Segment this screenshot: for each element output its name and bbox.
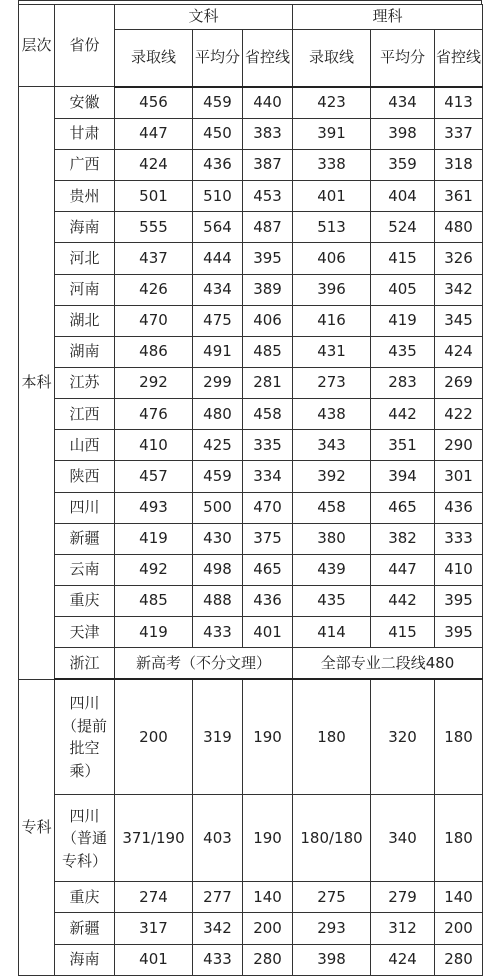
arts-provincial-line-cell: 406 — [243, 305, 293, 336]
arts-average-cell: 425 — [193, 430, 243, 461]
arts-provincial-line-cell: 465 — [243, 554, 293, 585]
science-admission-line-cell: 431 — [293, 336, 371, 367]
arts-admission-line-cell: 200 — [115, 679, 193, 794]
science-provincial-line-cell: 269 — [435, 367, 483, 398]
arts-provincial-line-cell: 140 — [243, 882, 293, 913]
province-cell: 重庆 — [55, 585, 115, 616]
zhejiang-arts-note: 新高考（不分文理） — [115, 648, 293, 680]
science-provincial-line-cell: 436 — [435, 492, 483, 523]
table-row — [19, 305, 483, 336]
science-admission-line-cell: 398 — [293, 944, 371, 975]
science-provincial-line-cell: 140 — [435, 882, 483, 913]
province-cell: 湖北 — [55, 305, 115, 336]
header-arts-admission-line: 录取线 — [115, 29, 193, 86]
table-row — [19, 523, 483, 554]
arts-average-cell: 564 — [193, 212, 243, 243]
arts-provincial-line-cell: 387 — [243, 149, 293, 180]
header-science-average: 平均分 — [371, 29, 435, 86]
table-row — [19, 274, 483, 305]
table-row — [19, 461, 483, 492]
science-average-cell: 283 — [371, 367, 435, 398]
arts-average-cell: 459 — [193, 461, 243, 492]
province-cell: 河南 — [55, 274, 115, 305]
science-admission-line-cell: 416 — [293, 305, 371, 336]
arts-average-cell: 444 — [193, 243, 243, 274]
arts-provincial-line-cell: 487 — [243, 212, 293, 243]
header-row-top — [19, 5, 483, 30]
science-provincial-line-cell: 337 — [435, 118, 483, 149]
science-provincial-line-cell: 318 — [435, 149, 483, 180]
science-provincial-line-cell: 361 — [435, 181, 483, 212]
arts-provincial-line-cell: 458 — [243, 399, 293, 430]
province-cell: 广西 — [55, 149, 115, 180]
arts-admission-line-cell: 292 — [115, 367, 193, 398]
science-average-cell: 419 — [371, 305, 435, 336]
science-provincial-line-cell: 333 — [435, 523, 483, 554]
table-row — [19, 944, 483, 975]
science-admission-line-cell: 414 — [293, 617, 371, 648]
arts-provincial-line-cell: 281 — [243, 367, 293, 398]
level-undergrad: 本科 — [19, 87, 55, 680]
science-average-cell: 447 — [371, 554, 435, 585]
science-average-cell: 415 — [371, 617, 435, 648]
header-province: 省份 — [55, 5, 115, 87]
arts-admission-line-cell: 401 — [115, 944, 193, 975]
header-science-provincial-line: 省控线 — [435, 29, 483, 86]
arts-admission-line-cell: 419 — [115, 617, 193, 648]
province-cell: 河北 — [55, 243, 115, 274]
science-admission-line-cell: 401 — [293, 181, 371, 212]
arts-average-cell: 488 — [193, 585, 243, 616]
science-provincial-line-cell: 395 — [435, 585, 483, 616]
province-cell: 安徽 — [55, 87, 115, 119]
arts-admission-line-cell: 424 — [115, 149, 193, 180]
science-admission-line-cell: 438 — [293, 399, 371, 430]
header-arts-average: 平均分 — [193, 29, 243, 86]
science-provincial-line-cell: 301 — [435, 461, 483, 492]
science-admission-line-cell: 396 — [293, 274, 371, 305]
province-cell: 新疆 — [55, 523, 115, 554]
table-row — [19, 118, 483, 149]
arts-provincial-line-cell: 375 — [243, 523, 293, 554]
arts-admission-line-cell: 410 — [115, 430, 193, 461]
science-average-cell: 435 — [371, 336, 435, 367]
arts-average-cell: 459 — [193, 87, 243, 119]
science-average-cell: 434 — [371, 87, 435, 119]
science-admission-line-cell: 513 — [293, 212, 371, 243]
arts-admission-line-cell: 426 — [115, 274, 193, 305]
science-average-cell: 442 — [371, 399, 435, 430]
table-row — [19, 492, 483, 523]
science-admission-line-cell: 435 — [293, 585, 371, 616]
table-row — [19, 430, 483, 461]
science-admission-line-cell: 392 — [293, 461, 371, 492]
science-admission-line-cell: 391 — [293, 118, 371, 149]
header-science: 理科 — [293, 5, 483, 30]
province-cell: 新疆 — [55, 913, 115, 944]
arts-average-cell: 450 — [193, 118, 243, 149]
table-row — [19, 367, 483, 398]
science-average-cell: 279 — [371, 882, 435, 913]
table-row — [19, 181, 483, 212]
science-admission-line-cell: 273 — [293, 367, 371, 398]
header-science-admission-line: 录取线 — [293, 29, 371, 86]
arts-average-cell: 480 — [193, 399, 243, 430]
table-row — [19, 399, 483, 430]
arts-provincial-line-cell: 200 — [243, 913, 293, 944]
arts-average-cell: 491 — [193, 336, 243, 367]
arts-admission-line-cell: 419 — [115, 523, 193, 554]
arts-average-cell: 342 — [193, 913, 243, 944]
province-cell: 海南 — [55, 212, 115, 243]
arts-admission-line-cell: 456 — [115, 87, 193, 119]
arts-average-cell: 299 — [193, 367, 243, 398]
arts-average-cell: 277 — [193, 882, 243, 913]
arts-average-cell: 434 — [193, 274, 243, 305]
province-cell: 浙江 — [55, 648, 115, 680]
science-provincial-line-cell: 342 — [435, 274, 483, 305]
header-arts-provincial-line: 省控线 — [243, 29, 293, 86]
science-average-cell: 359 — [371, 149, 435, 180]
science-admission-line-cell: 423 — [293, 87, 371, 119]
table-row — [19, 617, 483, 648]
arts-provincial-line-cell: 383 — [243, 118, 293, 149]
science-admission-line-cell: 458 — [293, 492, 371, 523]
science-admission-line-cell: 293 — [293, 913, 371, 944]
arts-average-cell: 498 — [193, 554, 243, 585]
arts-admission-line-cell: 274 — [115, 882, 193, 913]
science-average-cell: 394 — [371, 461, 435, 492]
province-cell: 重庆 — [55, 882, 115, 913]
arts-average-cell: 510 — [193, 181, 243, 212]
science-average-cell: 442 — [371, 585, 435, 616]
table-row — [19, 679, 483, 794]
table-row — [19, 913, 483, 944]
arts-provincial-line-cell: 485 — [243, 336, 293, 367]
arts-average-cell: 436 — [193, 149, 243, 180]
table-row — [19, 795, 483, 882]
science-average-cell: 424 — [371, 944, 435, 975]
table-row — [19, 243, 483, 274]
arts-admission-line-cell: 501 — [115, 181, 193, 212]
table-row — [19, 554, 483, 585]
table-row — [19, 585, 483, 616]
arts-provincial-line-cell: 470 — [243, 492, 293, 523]
arts-average-cell: 403 — [193, 795, 243, 882]
arts-provincial-line-cell: 453 — [243, 181, 293, 212]
table-row-zhejiang — [19, 648, 483, 680]
science-average-cell: 320 — [371, 679, 435, 794]
arts-admission-line-cell: 457 — [115, 461, 193, 492]
science-average-cell: 382 — [371, 523, 435, 554]
science-provincial-line-cell: 180 — [435, 679, 483, 794]
science-average-cell: 465 — [371, 492, 435, 523]
table-row — [19, 882, 483, 913]
province-cell: 甘肃 — [55, 118, 115, 149]
science-average-cell: 524 — [371, 212, 435, 243]
arts-admission-line-cell: 371/190 — [115, 795, 193, 882]
province-cell: 江西 — [55, 399, 115, 430]
arts-provincial-line-cell: 440 — [243, 87, 293, 119]
table-row — [19, 212, 483, 243]
science-admission-line-cell: 180 — [293, 679, 371, 794]
province-cell: 云南 — [55, 554, 115, 585]
science-admission-line-cell: 180/180 — [293, 795, 371, 882]
science-provincial-line-cell: 280 — [435, 944, 483, 975]
science-admission-line-cell: 380 — [293, 523, 371, 554]
level-junior: 专科 — [19, 679, 55, 975]
arts-provincial-line-cell: 190 — [243, 795, 293, 882]
science-average-cell: 398 — [371, 118, 435, 149]
science-provincial-line-cell: 424 — [435, 336, 483, 367]
science-average-cell: 340 — [371, 795, 435, 882]
science-provincial-line-cell: 200 — [435, 913, 483, 944]
arts-admission-line-cell: 485 — [115, 585, 193, 616]
province-cell: 山西 — [55, 430, 115, 461]
arts-provincial-line-cell: 436 — [243, 585, 293, 616]
arts-admission-line-cell: 437 — [115, 243, 193, 274]
arts-admission-line-cell: 555 — [115, 212, 193, 243]
science-admission-line-cell: 275 — [293, 882, 371, 913]
arts-admission-line-cell: 317 — [115, 913, 193, 944]
arts-provincial-line-cell: 190 — [243, 679, 293, 794]
table-body — [19, 5, 483, 976]
province-cell: 海南 — [55, 944, 115, 975]
table-row — [19, 336, 483, 367]
header-arts: 文科 — [115, 5, 293, 30]
arts-admission-line-cell: 486 — [115, 336, 193, 367]
science-provincial-line-cell: 422 — [435, 399, 483, 430]
science-average-cell: 404 — [371, 181, 435, 212]
province-cell: 贵州 — [55, 181, 115, 212]
science-admission-line-cell: 406 — [293, 243, 371, 274]
science-admission-line-cell: 338 — [293, 149, 371, 180]
science-provincial-line-cell: 410 — [435, 554, 483, 585]
arts-average-cell: 319 — [193, 679, 243, 794]
arts-average-cell: 430 — [193, 523, 243, 554]
arts-admission-line-cell: 493 — [115, 492, 193, 523]
arts-average-cell: 433 — [193, 617, 243, 648]
arts-admission-line-cell: 447 — [115, 118, 193, 149]
table-row — [19, 149, 483, 180]
province-cell: 天津 — [55, 617, 115, 648]
science-provincial-line-cell: 290 — [435, 430, 483, 461]
science-provincial-line-cell: 395 — [435, 617, 483, 648]
score-table-container — [18, 4, 482, 976]
arts-average-cell: 433 — [193, 944, 243, 975]
science-average-cell: 415 — [371, 243, 435, 274]
arts-average-cell: 475 — [193, 305, 243, 336]
arts-admission-line-cell: 470 — [115, 305, 193, 336]
province-cell: 四川（普通专科） — [55, 795, 115, 882]
province-cell: 陕西 — [55, 461, 115, 492]
zhejiang-science-note: 全部专业二段线480 — [293, 648, 483, 680]
province-cell: 四川 — [55, 492, 115, 523]
arts-provincial-line-cell: 280 — [243, 944, 293, 975]
science-provincial-line-cell: 326 — [435, 243, 483, 274]
arts-provincial-line-cell: 334 — [243, 461, 293, 492]
science-admission-line-cell: 439 — [293, 554, 371, 585]
science-provincial-line-cell: 413 — [435, 87, 483, 119]
arts-provincial-line-cell: 335 — [243, 430, 293, 461]
province-cell: 湖南 — [55, 336, 115, 367]
admission-score-table — [18, 4, 483, 976]
science-provincial-line-cell: 180 — [435, 795, 483, 882]
science-average-cell: 351 — [371, 430, 435, 461]
province-cell: 四川（提前批空乘） — [55, 679, 115, 794]
science-provincial-line-cell: 480 — [435, 212, 483, 243]
science-average-cell: 312 — [371, 913, 435, 944]
arts-admission-line-cell: 492 — [115, 554, 193, 585]
science-admission-line-cell: 343 — [293, 430, 371, 461]
table-row — [19, 87, 483, 119]
arts-admission-line-cell: 476 — [115, 399, 193, 430]
header-level: 层次 — [19, 5, 55, 87]
arts-provincial-line-cell: 395 — [243, 243, 293, 274]
arts-provincial-line-cell: 389 — [243, 274, 293, 305]
arts-provincial-line-cell: 401 — [243, 617, 293, 648]
arts-average-cell: 500 — [193, 492, 243, 523]
science-provincial-line-cell: 345 — [435, 305, 483, 336]
science-average-cell: 405 — [371, 274, 435, 305]
province-cell: 江苏 — [55, 367, 115, 398]
